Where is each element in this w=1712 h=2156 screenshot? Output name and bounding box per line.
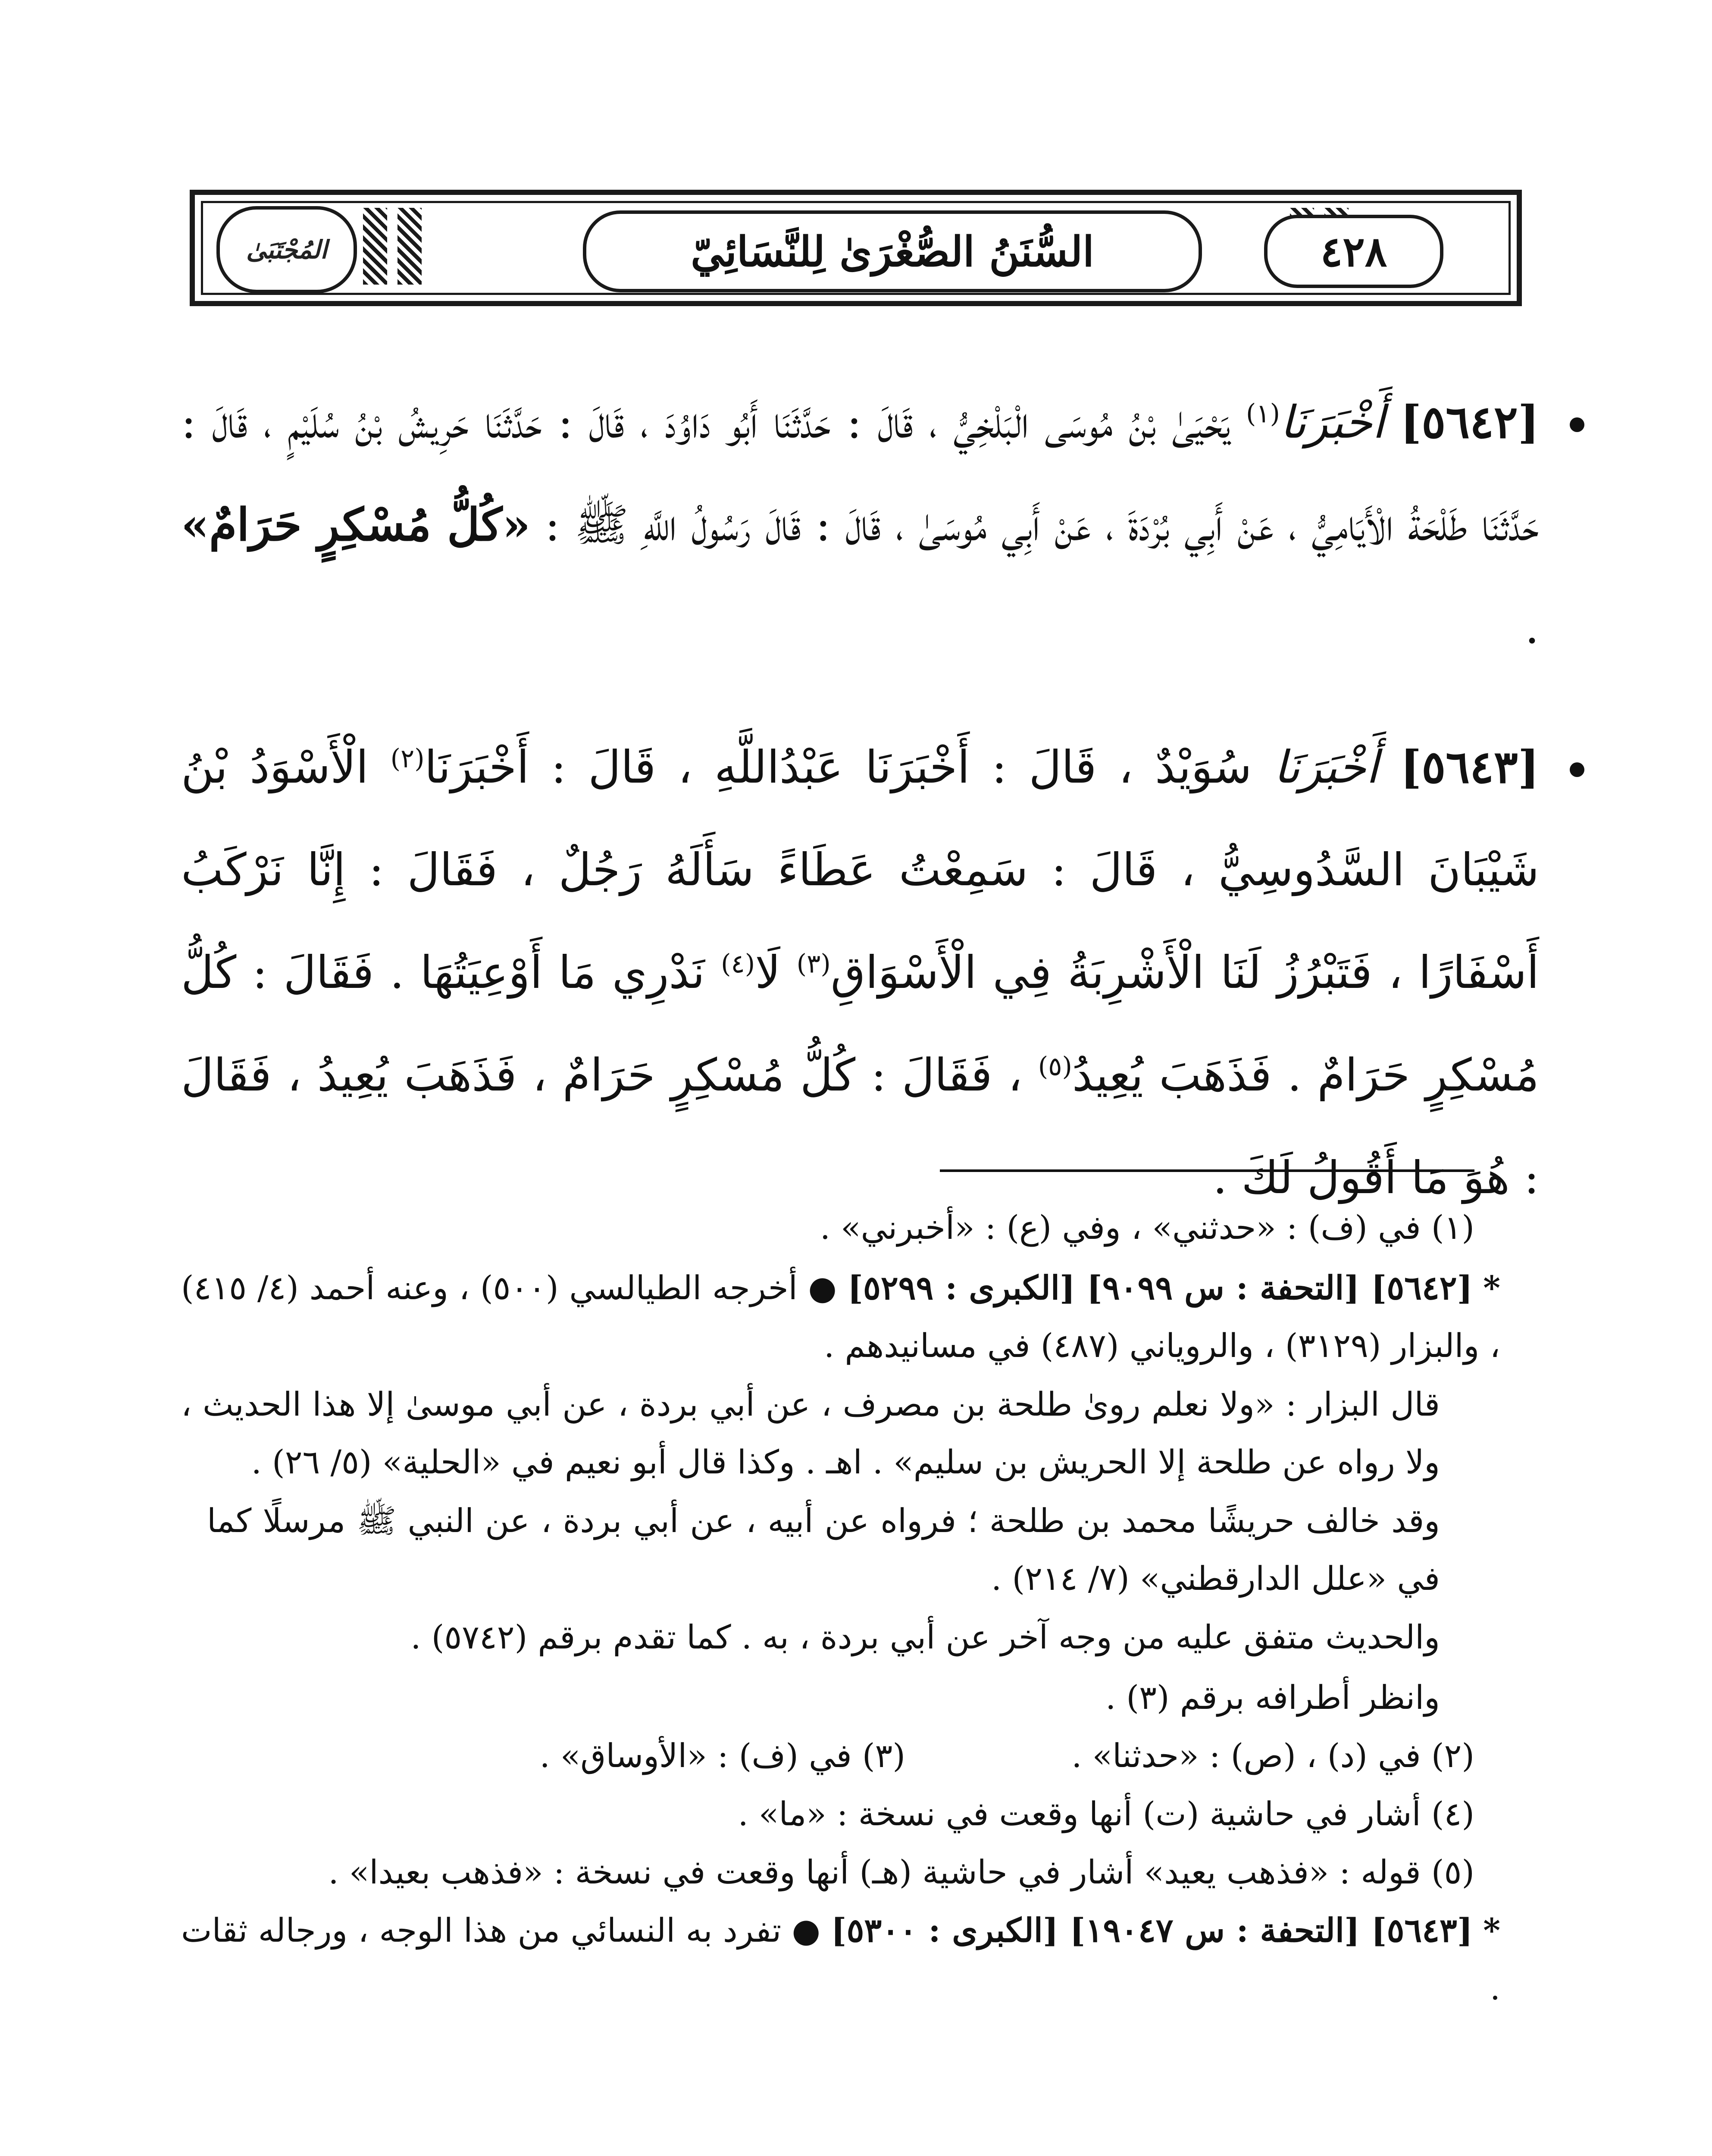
prophetic-quote: «كُلُّ مُسْكِرٍ حَرَامٌ» (181, 498, 531, 551)
footnote-3: (٣) في (ف) : «الأوساق» . (539, 1736, 905, 1775)
footnote-marker: (٣) (796, 949, 831, 979)
footnote-marker: (٥) (1038, 1051, 1072, 1082)
footnote-1: (١) في (ف) : «حدثني» ، وفي (ع) : «أخبرني» . (820, 1208, 1474, 1247)
hadith-5643 (181, 716, 1539, 1229)
muttafaq-note: والحديث متفق عليه من وجه آخر عن أبي بردة ، به . كما تقدم برقم (٥٧٤٢) . (410, 1618, 1440, 1656)
book-seal: المُجْتَبَىٰ (216, 206, 357, 293)
takhrij-refs: [٥٦٤٢] [التحفة : س ٩٠٩٩] [الكبرى : ٥٢٩٩] (848, 1269, 1473, 1307)
takhrij-text: ● تفرد به النسائي من هذا الوجه ، ورجاله ثقات . (181, 1911, 1500, 2007)
hadith-text: سُوَيْدٌ ، قَالَ : أَخْبَرَنَا عَبْدُاللَّهِ ، قَالَ : أَخْبَرَنَا (424, 741, 1274, 793)
takhrij-5642 (181, 1259, 1500, 1375)
hadith-text: يَحْيَىٰ بْنُ مُوسَى الْبَلْخِيُّ ، قَالَ : حَدَّثَنَا أَبُو دَاوُدَ ، قَالَ : حَدَّثَنَا حَرِيشُ بْنُ سُلَيْمٍ ، قَالَ : حَدَّثَنَا طَلْحَةُ الْأَيَامِيُّ ، عَنْ أَبِي بُرْدَةَ ، عَنْ أَبِي مُوسَىٰ ، قَالَ : قَالَ رَسُولُ اللَّهِ ﷺ : (181, 396, 1539, 551)
footnote-5: (٥) قوله : «فذهب يعيد» أشار في حاشية (هـ) أنها وقعت في نسخة : «فذهب بعيدا» . (328, 1853, 1474, 1891)
page-number: ٤٢٨ (1264, 215, 1443, 288)
hadith-opener: أَخْبَرَنَا (1274, 741, 1379, 793)
atraf-note: وانظر أطرافه برقم (٣) . (1105, 1678, 1440, 1717)
asterisk-icon: * (1483, 1269, 1501, 1307)
ornament-left-2 (397, 208, 422, 285)
ornament-left (363, 208, 387, 285)
bazzar-note: قال البزار : «ولا نعلم روىٰ طلحة بن مصرف ، عن أبي بردة ، عن أبي موسىٰ إلا هذا الحديث ، ولا رواه عن طلحة إلا الحريش بن سليم» . اهـ . وكذا قال أبو نعيم في «الحلية» (٥/ ٢٦) . (181, 1385, 1440, 1481)
footnote-separator (940, 1169, 1474, 1172)
takhrij-refs: [٥٦٤٣] [التحفة : س ١٩٠٤٧] [الكبرى : ٥٣٠٠] (831, 1911, 1473, 1949)
khalaf-note: وقد خالف حريشًا محمد بن طلحة ؛ فرواه عن أبيه ، عن أبي بردة ، عن النبي ﷺ مرسلًا كما في «علل الدارقطني» (٧/ ٢١٤) . (207, 1501, 1440, 1598)
footnote-marker: (١) (1246, 398, 1280, 429)
footnote-2: (٢) في (د) ، (ص) : «حدثنا» . (1071, 1736, 1474, 1775)
hadith-opener: أَخْبَرَنَا (1280, 396, 1385, 448)
hadith-text: نَدْرِي مَا أَوْعِيَتُهَا . فَقَالَ : كُلُّ مُسْكِرٍ حَرَامٌ . فَذَهَبَ يُعِيدُ (181, 946, 1539, 1101)
hadith-number: [٥٦٤٢] (1400, 395, 1539, 448)
page-header (190, 190, 1522, 306)
footnote-marker: (٢) (390, 743, 425, 774)
asterisk-icon: * (1483, 1911, 1500, 1949)
page-title: السُّنَنُ الصُّغْرَىٰ لِلنَّسَائِيّ (583, 210, 1202, 292)
hadith-number: [٥٦٤٣] (1400, 740, 1540, 793)
hadith-text: ، فَقَالَ : كُلُّ مُسْكِرٍ حَرَامٌ ، فَذَهَبَ يُعِيدُ ، فَقَالَ : هُوَ مَا أَقُولُ لَكَ . (181, 1049, 1539, 1204)
hadith-5642 (181, 371, 1539, 679)
hadith-end: . (1524, 601, 1539, 654)
footnote-4: (٤) أشار في حاشية (ت) أنها وقعت في نسخة : «ما» . (738, 1795, 1474, 1833)
hadith-text: الْأَسْوَدُ بْنُ شَيْبَانَ السَّدُوسِيُّ ، قَالَ : سَمِعْتُ عَطَاءً سَأَلَهُ رَجُلٌ ، فَقَالَ : إِنَّا نَرْكَبُ أَسْفَارًا ، فَتَبْرُزُ لَنَا الْأَشْرِبَةُ فِي الْأَسْوَاقِ (181, 741, 1540, 999)
hadith-text: لَا (755, 946, 797, 999)
footnote-marker: (٤) (721, 949, 755, 979)
bullet-icon (1570, 417, 1584, 432)
takhrij-5643 (181, 1902, 1500, 2017)
bullet-icon (1570, 762, 1584, 777)
takhrij-text: ● أخرجه الطيالسي (٥٠٠) ، وعنه أحمد (٤/ ٤١٥) ، والبزار (٣١٢٩) ، والروياني (٤٨٧) في مسانيدهم . (181, 1269, 1500, 1365)
